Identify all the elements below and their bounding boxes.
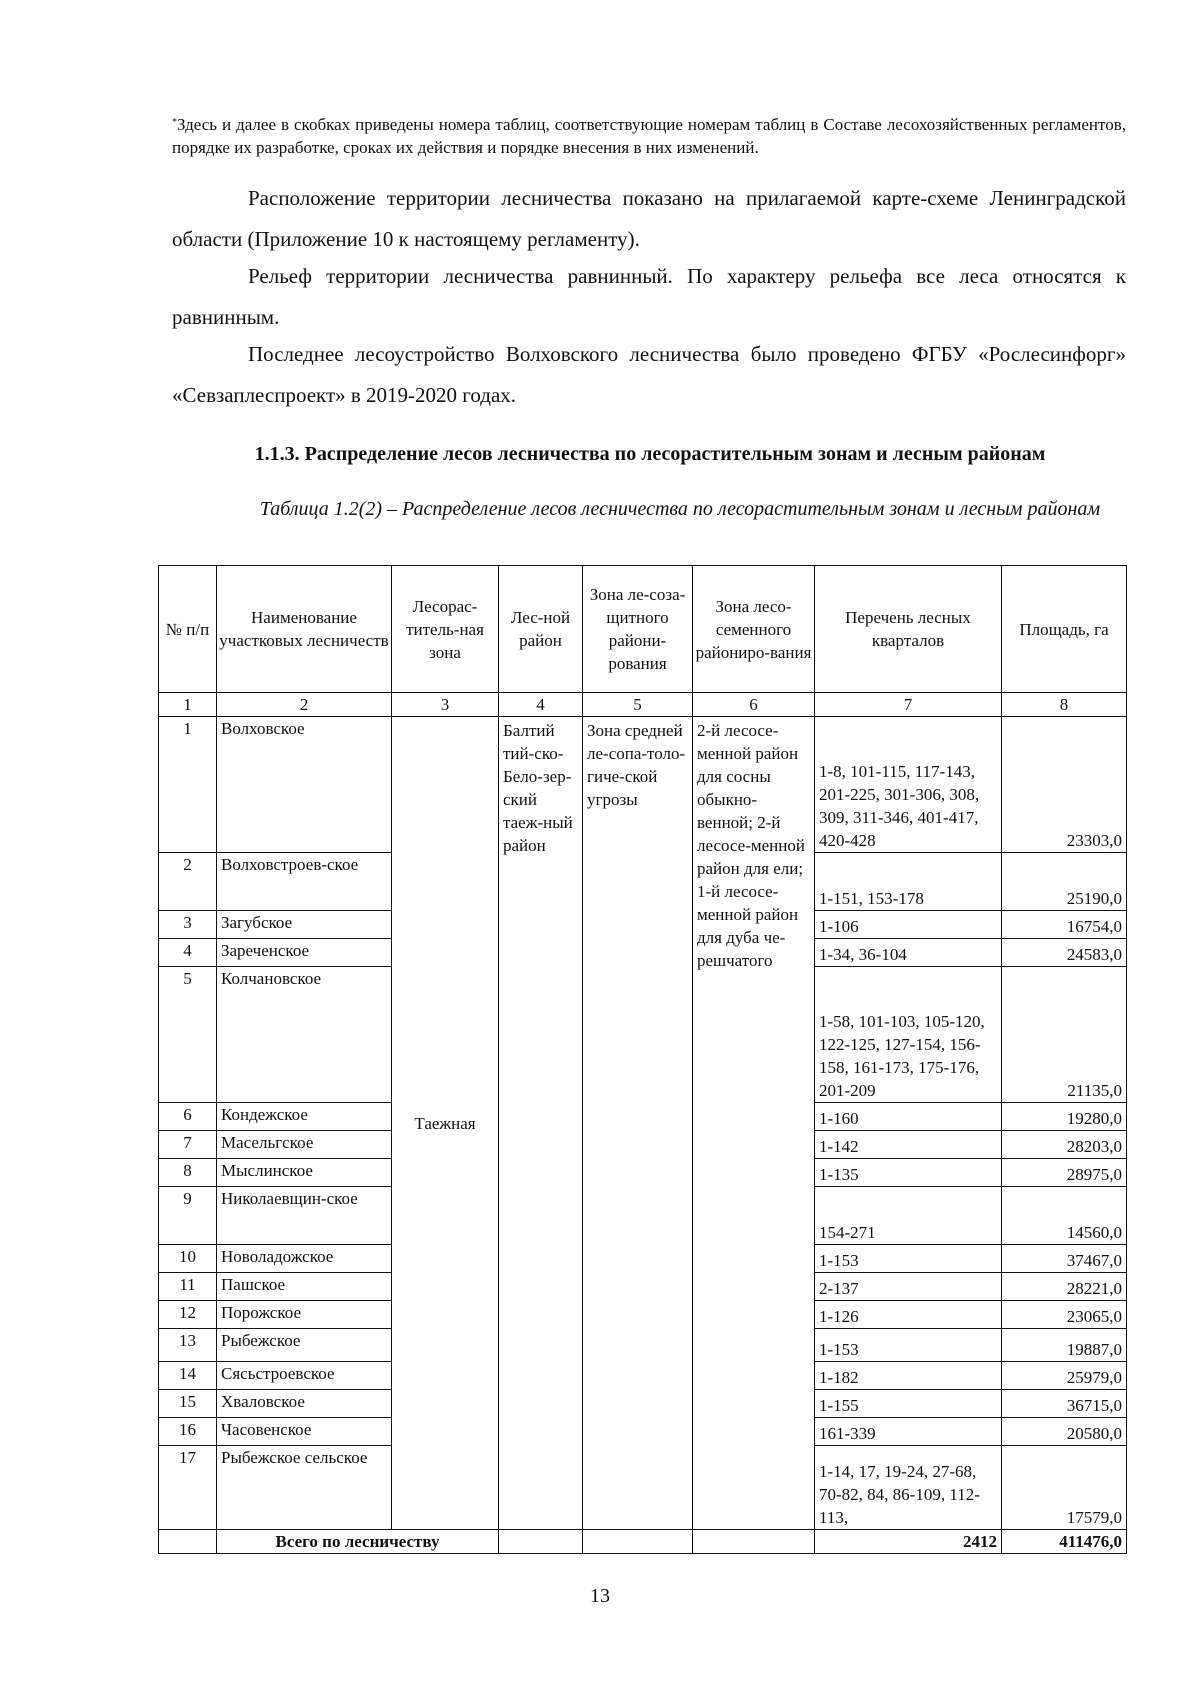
paragraph-relief [172,256,1126,338]
total-empty-cell [693,1530,815,1554]
table-header-row [159,566,1127,693]
forestry-name-cell: Часовенское [217,1418,392,1446]
page-number: 13 [590,1585,610,1607]
quarters-cell: 161-339 [815,1418,1002,1446]
area-cell: 21135,0 [1002,967,1127,1103]
col-number: 4 [499,693,583,717]
protective-zone-cell: Зона средней ле-сопа-толо-гиче-ской угрозы [583,717,693,1530]
total-empty-cell [583,1530,693,1554]
header-number: № п/п [159,566,217,693]
forestry-name-cell: Сясьстроевское [217,1362,392,1390]
forestry-name-cell: Новоладожское [217,1245,392,1273]
row-number-cell: 4 [159,939,217,967]
row-number-cell: 1 [159,717,217,853]
area-cell: 17579,0 [1002,1446,1127,1530]
forestry-name-cell: Кондежское [217,1103,392,1131]
area-cell: 25190,0 [1002,853,1127,911]
col-number: 1 [159,693,217,717]
total-area-cell: 411476,0 [1002,1530,1127,1554]
quarters-cell: 1-160 [815,1103,1002,1131]
area-cell: 37467,0 [1002,1245,1127,1273]
header-name: Наименование участковых лесничеств [217,566,392,693]
quarters-cell: 1-34, 36-104 [815,939,1002,967]
row-number-cell: 6 [159,1103,217,1131]
row-number-cell: 2 [159,853,217,911]
row-number-cell: 7 [159,1131,217,1159]
forest-distribution-table [158,565,1127,1554]
area-cell: 28203,0 [1002,1131,1127,1159]
forestry-name-cell: Мыслинское [217,1159,392,1187]
paragraph-location-text: Расположение территории лесничества показано на прилагаемой карте-схеме Ленинградской области (Приложение 10 к настоящему регламенту). [172,186,1126,251]
total-empty-cell [159,1530,217,1554]
forestry-name-cell: Пашское [217,1273,392,1301]
quarters-cell: 2-137 [815,1273,1002,1301]
total-empty-cell [499,1530,583,1554]
forestry-name-cell: Порожское [217,1301,392,1329]
row-number-cell: 9 [159,1187,217,1245]
quarters-cell: 1-182 [815,1362,1002,1390]
quarters-cell: 1-142 [815,1131,1002,1159]
forestry-name-cell: Николаевщин-ское [217,1187,392,1245]
header-district: Лес-ной район [499,566,583,693]
area-cell: 28221,0 [1002,1273,1127,1301]
forestry-name-cell: Загубское [217,911,392,939]
area-cell: 23303,0 [1002,717,1127,853]
forest-zone-cell: Таежная [392,717,499,1530]
col-number: 5 [583,693,693,717]
footnote [172,113,1126,159]
quarters-cell: 1-126 [815,1301,1002,1329]
row-number-cell: 10 [159,1245,217,1273]
row-number-cell: 8 [159,1159,217,1187]
table-caption: Таблица 1.2(2) – Распределение лесов лесничества по лесорастительным зонам и лесным районам [259,498,1101,520]
row-number-cell: 12 [159,1301,217,1329]
forestry-name-cell: Рыбежское сельское [217,1446,392,1530]
paragraph-relief-text: Рельеф территории лесничества равнинный. По характеру рельефа все леса относятся к равнинным. [172,264,1126,329]
forestry-name-cell: Волховстроев-ское [217,853,392,911]
forestry-name-cell: Волховское [217,717,392,853]
row-number-cell: 5 [159,967,217,1103]
quarters-cell: 1-14, 17, 19-24, 27-68, 70-82, 84, 86-109, 112-113, [815,1446,1002,1530]
column-number-row [159,693,1127,717]
quarters-cell: 1-135 [815,1159,1002,1187]
header-area: Площадь, га [1002,566,1127,693]
area-cell: 19887,0 [1002,1329,1127,1362]
quarters-cell: 1-153 [815,1329,1002,1362]
row-number-cell: 14 [159,1362,217,1390]
row-number-cell: 3 [159,911,217,939]
forestry-name-cell: Колчановское [217,967,392,1103]
table-row [159,717,1127,853]
forest-district-cell: Балтий тий-ско-Бело-зер-ский таеж-ный район [499,717,583,1530]
col-number: 7 [815,693,1002,717]
row-number-cell: 16 [159,1418,217,1446]
row-number-cell: 11 [159,1273,217,1301]
header-quarters: Перечень лесных кварталов [815,566,1002,693]
total-row [159,1530,1127,1554]
footnote-mark: * [172,117,177,128]
quarters-cell: 1-58, 101-103, 105-120, 122-125, 127-154, 156-158, 161-173, 175-176, 201-209 [815,967,1002,1103]
area-cell: 36715,0 [1002,1390,1127,1418]
quarters-cell: 1-8, 101-115, 117-143, 201-225, 301-306, 308, 309, 311-346, 401-417, 420-428 [815,717,1002,853]
area-cell: 25979,0 [1002,1362,1127,1390]
total-label-cell: Всего по лесничеству [217,1530,499,1554]
row-number-cell: 13 [159,1329,217,1362]
header-seed-zone: Зона лесо-семенного райониро-вания [693,566,815,693]
paragraph-location [172,178,1126,260]
forestry-name-cell: Масельгское [217,1131,392,1159]
header-protective-zone: Зона ле-соза-щитного райони-рования [583,566,693,693]
quarters-cell: 1-151, 153-178 [815,853,1002,911]
col-number: 2 [217,693,392,717]
area-cell: 16754,0 [1002,911,1127,939]
forestry-name-cell: Хваловское [217,1390,392,1418]
total-quarters-cell: 2412 [815,1530,1002,1554]
forestry-name-cell: Зареченское [217,939,392,967]
seed-zone-cell: 2-й лесосе-менной район для сосны обыкно-венной; 2-й лесосе-менной район для ели; 1-й лесосе-менной район для дуба че-решчатого [693,717,815,1530]
quarters-cell: 1-106 [815,911,1002,939]
footnote-text: Здесь и далее в скобках приведены номера таблиц, соответствующие номерам таблиц в Составе лесохозяйственных регламентов, порядке их разработке, сроках их действия и порядке внесения в них изменений. [172,115,1126,157]
forestry-name-cell: Рыбежское [217,1329,392,1362]
row-number-cell: 17 [159,1446,217,1530]
quarters-cell: 1-153 [815,1245,1002,1273]
header-zone: Лесорас-титель-ная зона [392,566,499,693]
paragraph-inventory [172,334,1126,416]
area-cell: 24583,0 [1002,939,1127,967]
area-cell: 23065,0 [1002,1301,1127,1329]
quarters-cell: 1-155 [815,1390,1002,1418]
paragraph-inventory-text: Последнее лесоустройство Волховского лесничества было проведено ФГБУ «Рослесинфорг» «Севзаплеспроект» в 2019-2020 годах. [172,342,1126,407]
col-number: 6 [693,693,815,717]
area-cell: 20580,0 [1002,1418,1127,1446]
col-number: 8 [1002,693,1127,717]
area-cell: 19280,0 [1002,1103,1127,1131]
area-cell: 14560,0 [1002,1187,1127,1245]
quarters-cell: 154-271 [815,1187,1002,1245]
col-number: 3 [392,693,499,717]
area-cell: 28975,0 [1002,1159,1127,1187]
section-heading: 1.1.3. Распределение лесов лесничества по лесорастительным зонам и лесным районам [254,443,1046,465]
row-number-cell: 15 [159,1390,217,1418]
